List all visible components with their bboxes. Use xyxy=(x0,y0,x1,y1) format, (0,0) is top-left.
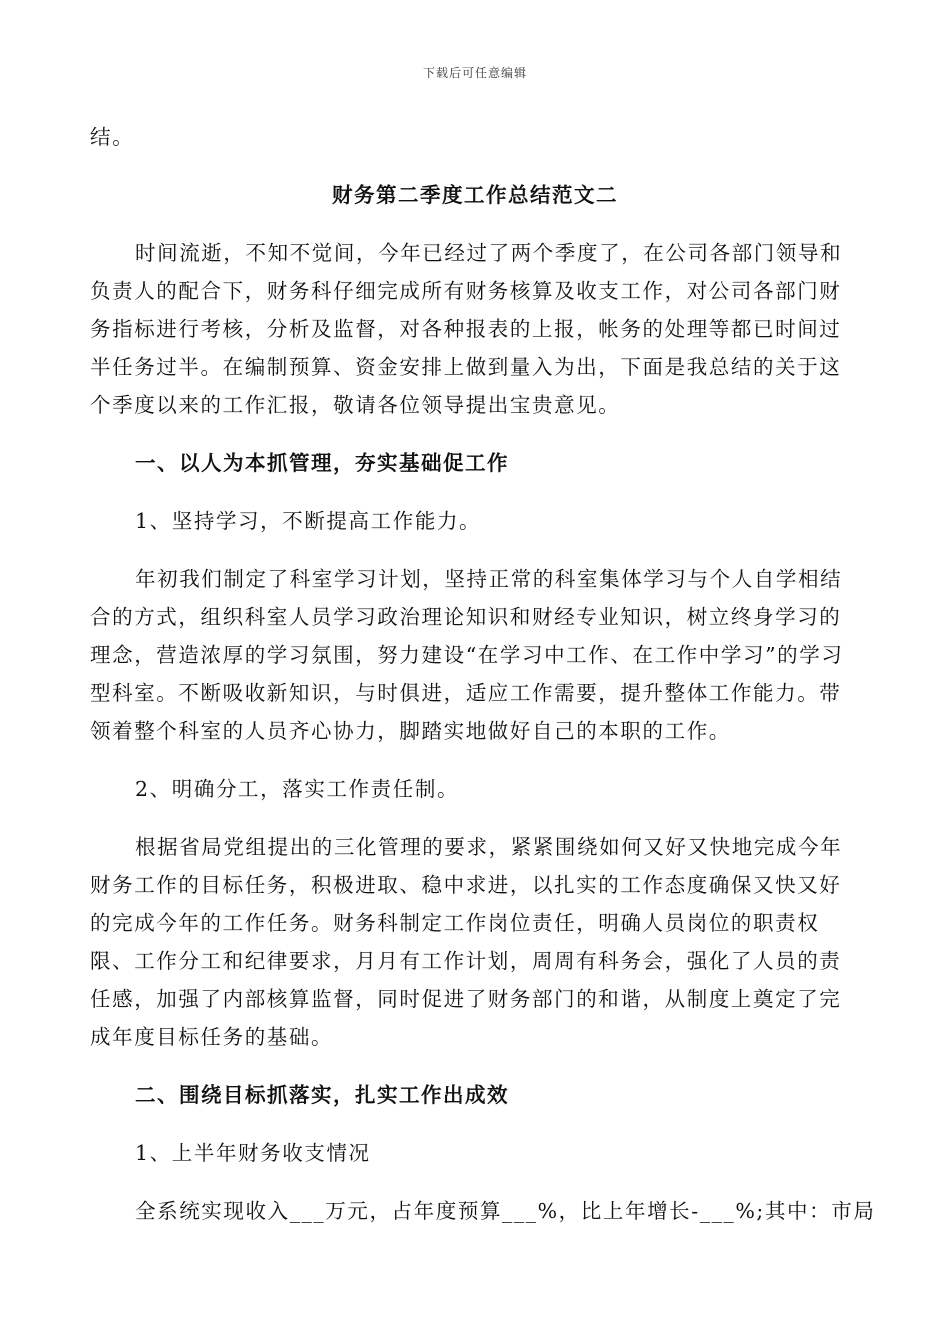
section-2-item-1-label: 1、上半年财务收支情况 xyxy=(135,1141,371,1165)
header-note: 下载后可任意编辑 xyxy=(422,66,527,80)
document-title: 财务第二季度工作总结范文二 xyxy=(332,183,618,207)
section-1-item-1-body: 年初我们制定了科室学习计划，坚持正常的科室集体学习与个人自学相结合的方式，组织科室人员学习政治理论知识和财经专业知识，树立终身学习的理念，营造浓厚的学习氛围，努力建设“在学习中工作、在工作中学习”的学习型科室。不断吸收新知识，与时俱进，适应工作需要，提升整体工作能力。带领着整个科室的人员齐心协力，脚踏实地做好自己的本职的工作。 xyxy=(90,567,844,743)
section-1-item-2-body: 根据省局党组提出的三化管理的要求，紧紧围绕如何又好又快地完成今年财务工作的目标任务，积极进取、稳中求进，以扎实的工作态度确保又快又好的完成今年的工作任务。财务科制定工作岗位责任，明确人员岗位的职责权限、工作分工和纪律要求，月月有工作计划，周周有科务会，强化了人员的责任感，加强了内部核算监督，同时促进了财务部门的和谐，从制度上奠定了完成年度目标任务的基础。 xyxy=(90,835,843,1049)
intro-paragraph: 时间流逝，不知不觉间，今年已经过了两个季度了，在公司各部门领导和负责人的配合下，财务科仔细完成所有财务核算及收支工作，对公司各部门财务指标进行考核，分析及监督，对各种报表的上报，帐务的处理等都已时间过半任务过半。在编制预算、资金安排上做到量入为出，下面是我总结的关于这个季度以来的工作汇报，敬请各位领导提出宝贵意见。 xyxy=(90,241,843,417)
document-body xyxy=(90,118,876,1230)
section-1-item-1-label: 1、坚持学习，不断提高工作能力。 xyxy=(135,509,482,533)
lead-fragment: 结。 xyxy=(90,125,135,149)
section-1-item-2-label: 2、明确分工，落实工作责任制。 xyxy=(135,777,460,801)
section-2-item-1-body: 全系统实现收入___万元，占年度预算___%，比上年增长-___%;其中：市局 xyxy=(135,1199,876,1223)
section-1-heading: 一、以人为本抓管理，夯实基础促工作 xyxy=(135,451,509,475)
section-2-heading: 二、围绕目标抓落实，扎实工作出成效 xyxy=(135,1083,509,1107)
